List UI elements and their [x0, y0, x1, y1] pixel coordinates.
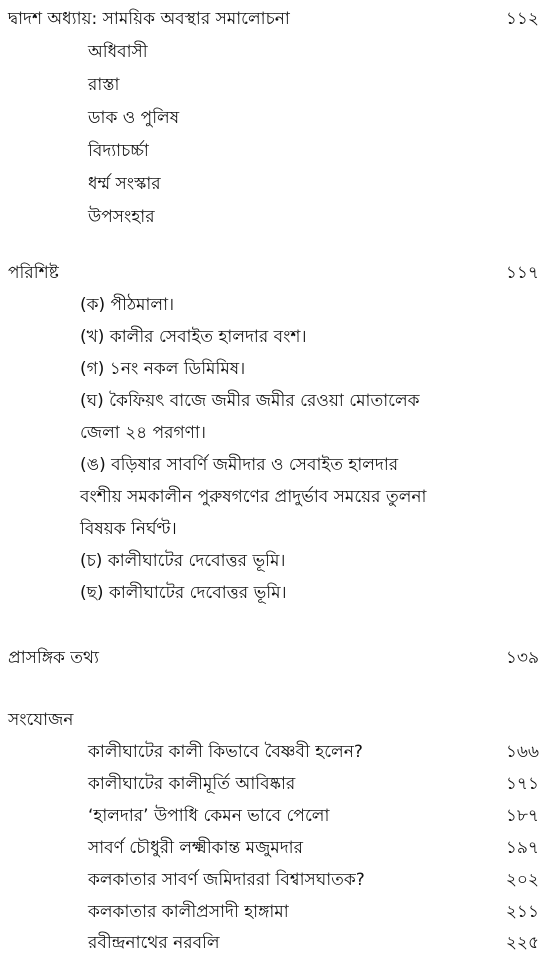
addendum-entry-page: ১৭১	[505, 774, 539, 794]
appendix-item: (ঙ) বড়িষার সাবর্ণি জমীদার ও সেবাইত হালদার	[80, 455, 399, 475]
addendum-entry-title: সাবর্ণ চৌধুরী লক্ষ্মীকান্ত মজুমদার	[88, 838, 303, 858]
chapter-item: ডাক ও পুলিষ	[88, 108, 180, 128]
addendum-entry-title: ‘হালদার’ উপাধি কেমন ভাবে পেলো	[88, 806, 330, 826]
appendix-item: (গ) ১নং নকল ডিমিমিষ।	[80, 359, 246, 379]
appendix-page-number: ১১৭	[505, 263, 539, 283]
appendix-item: (ছ) কালীঘাটের দেবোত্তর ভূমি।	[80, 583, 287, 603]
addendum-entry-page: ১৯৭	[505, 838, 539, 858]
chapter-heading: দ্বাদশ অধ্যায়: সাময়িক অবস্থার সমালোচনা	[8, 9, 290, 29]
addendum-entry-title: কালীঘাটের কালী কিভাবে বৈষ্ণবী হলেন?	[88, 742, 363, 762]
appendix-item: (ঘ) কৈফিয়ৎ বাজে জমীর জমীর রেওয়া মোতালেক	[80, 391, 420, 411]
addendum-entry-title: কলকাতার কালীপ্রসাদী হাঙ্গামা	[88, 902, 289, 922]
addendum-entry-page: ২২৫	[505, 933, 539, 953]
addendum-entry-title: কলকাতার সাবর্ণ জমিদাররা বিশ্বাসঘাতক?	[88, 870, 365, 890]
addendum-entry-title: কালীঘাটের কালীমূর্তি আবিষ্কার	[88, 774, 296, 794]
appendix-item-continuation: জেলা ২৪ পরগণা।	[80, 423, 206, 443]
chapter-item: বিদ্যাচর্চ্চা	[88, 141, 149, 161]
addendum-entry-page: ১৬৬	[505, 742, 539, 762]
addendum-heading: সংযোজন	[8, 710, 74, 730]
addendum-entry-title: রবীন্দ্রনাথের নরবলি	[88, 933, 220, 953]
appendix-item-continuation: বিষয়ক নির্ঘণ্ট।	[80, 519, 177, 539]
appendix-item: (ক) পীঠমালা।	[80, 295, 175, 315]
relevant-info-page-number: ১৩৯	[505, 648, 539, 668]
chapter-item: রাস্তা	[88, 75, 120, 95]
addendum-entry-page: ১৮৭	[505, 806, 539, 826]
chapter-item: ধর্ম্ম সংস্কার	[88, 174, 161, 194]
relevant-info-heading: প্রাসঙ্গিক তথ্য	[8, 648, 99, 668]
appendix-item-continuation: বংশীয় সমকালীন পুরুষগণের প্রাদুর্ভাব সময়ের তুলনা	[80, 487, 427, 507]
appendix-item: (খ) কালীর সেবাইত হালদার বংশ।	[80, 327, 307, 347]
appendix-heading: পরিশিষ্ট	[8, 263, 59, 283]
chapter-page-number: ১১২	[505, 9, 539, 29]
chapter-item: উপসংহার	[88, 207, 155, 227]
appendix-item: (চ) কালীঘাটের দেবোত্তর ভূমি।	[80, 551, 286, 571]
addendum-entry-page: ২০২	[505, 870, 539, 890]
addendum-entry-page: ২১১	[505, 902, 539, 922]
chapter-item: অধিবাসী	[88, 42, 148, 62]
